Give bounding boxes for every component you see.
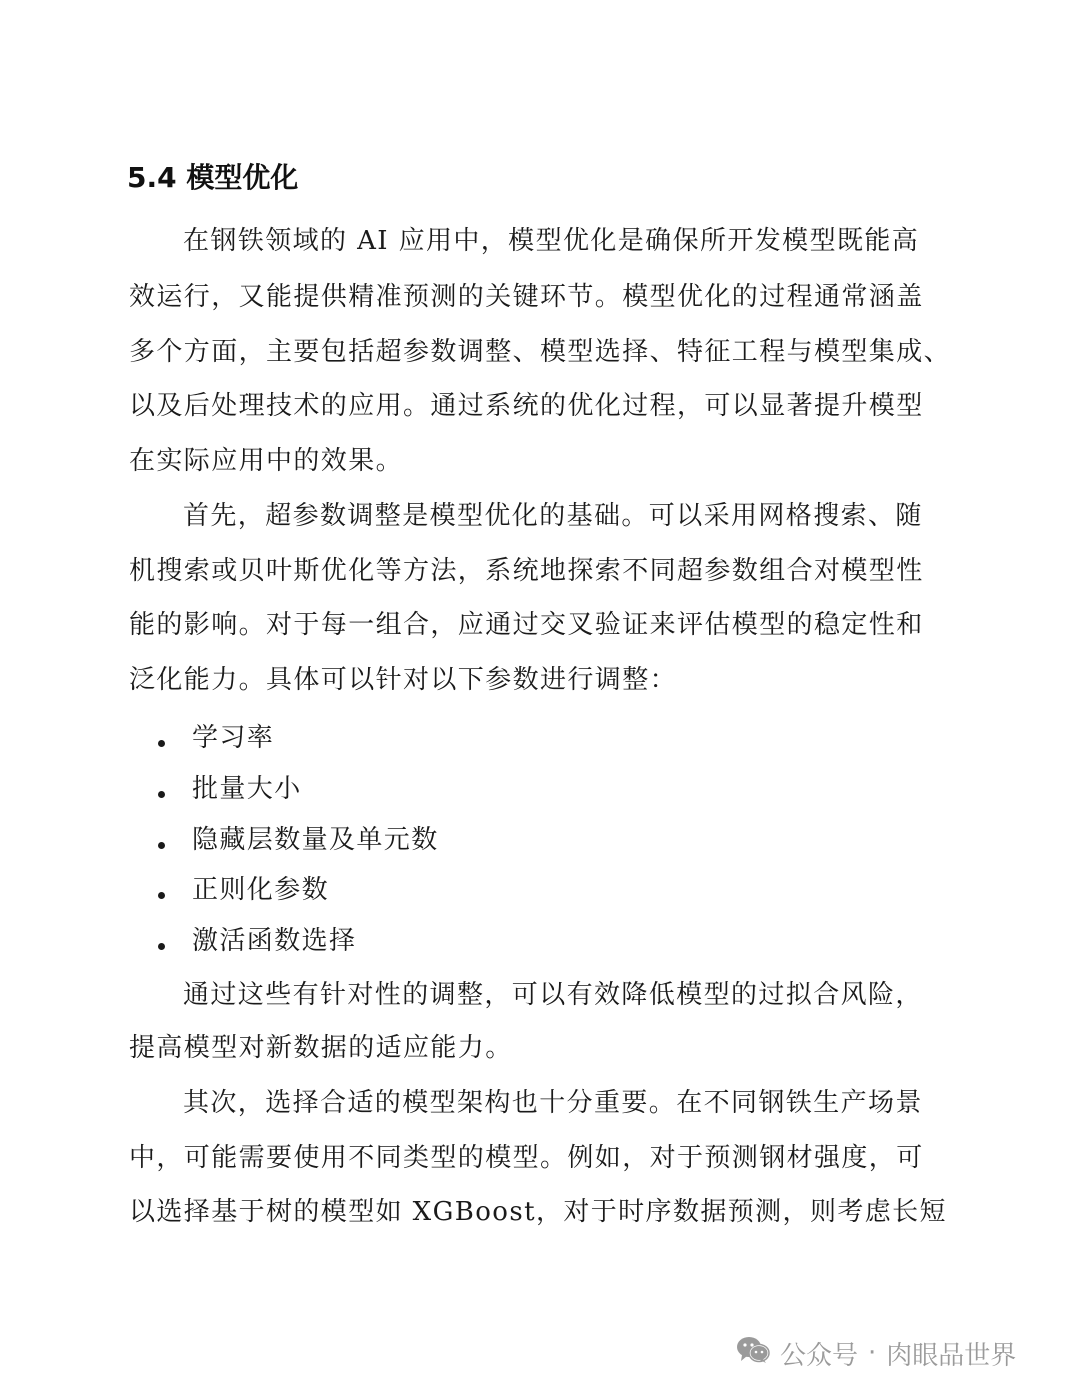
paragraph-line: 多个方面，主要包括超参数调整、模型选择、特征工程与模型集成、 xyxy=(129,337,952,367)
paragraph-line: 在钢铁领域的 AI 应用中，模型优化是确保所开发模型既能高 xyxy=(183,226,920,256)
watermark-separator: · xyxy=(868,1338,877,1368)
paragraph-line: 中，可能需要使用不同类型的模型。例如，对于预测钢材强度，可 xyxy=(129,1143,924,1173)
section-heading: 5.4 模型优化 xyxy=(127,161,299,194)
list-item: 学习率 xyxy=(192,723,275,753)
wechat-icon xyxy=(736,1335,780,1372)
paragraph-line: 首先，超参数调整是模型优化的基础。可以采用网格搜索、随 xyxy=(183,501,923,531)
paragraph-line: 通过这些有针对性的调整，可以有效降低模型的过拟合风险， xyxy=(183,980,923,1010)
list-item: 激活函数选择 xyxy=(192,926,357,956)
paragraph-line: 泛化能力。具体可以针对以下参数进行调整： xyxy=(129,665,678,695)
bullet-dot xyxy=(158,740,165,747)
paragraph-line: 其次，选择合适的模型架构也十分重要。在不同钢铁生产场景 xyxy=(183,1088,923,1118)
watermark-channel: 公众号 xyxy=(780,1340,859,1371)
bullet-dot xyxy=(158,842,165,849)
paragraph-line: 效运行，又能提供精准预测的关键环节。模型优化的过程通常涵盖 xyxy=(129,282,924,312)
paragraph-line: 提高模型对新数据的适应能力。 xyxy=(129,1033,513,1063)
list-item: 批量大小 xyxy=(192,774,302,804)
list-item: 隐藏层数量及单元数 xyxy=(192,825,439,855)
paragraph-line: 能的影响。对于每一组合，应通过交叉验证来评估模型的稳定性和 xyxy=(129,610,924,640)
bullet-dot xyxy=(158,892,165,899)
paragraph-line: 机搜索或贝叶斯优化等方法，系统地探索不同超参数组合对模型性 xyxy=(129,556,924,586)
watermark-account: 肉眼品世界 xyxy=(886,1340,1017,1371)
bullet-dot xyxy=(158,791,165,798)
paragraph-line: 以选择基于树的模型如 XGBoost，对于时序数据预测，则考虑长短 xyxy=(129,1197,947,1227)
list-item: 正则化参数 xyxy=(192,875,330,905)
watermark xyxy=(736,1331,1016,1375)
paragraph-line: 在实际应用中的效果。 xyxy=(129,446,404,476)
bullet-dot xyxy=(158,943,165,950)
paragraph-line: 以及后处理技术的应用。通过系统的优化过程，可以显著提升模型 xyxy=(129,391,924,421)
